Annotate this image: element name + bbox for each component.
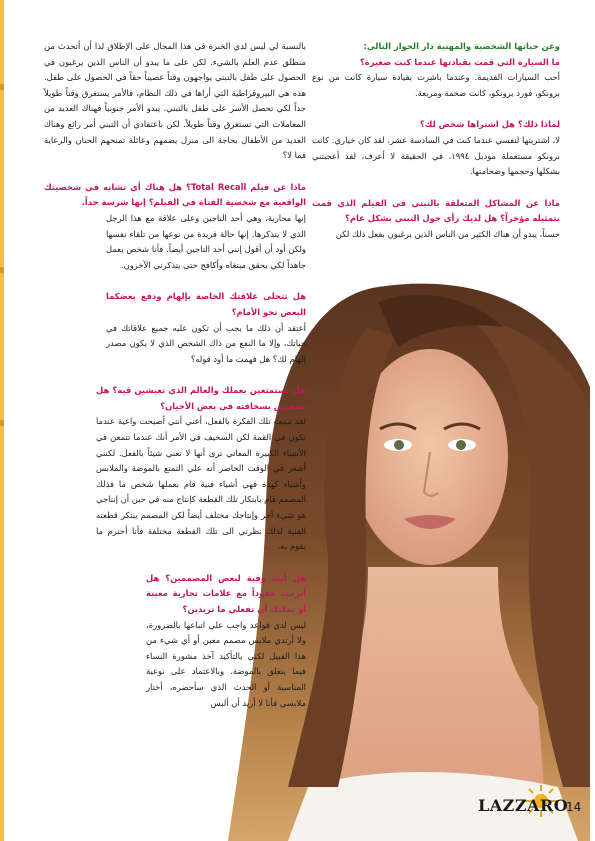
edge-decoration-mark [0, 420, 4, 426]
answer: لقد تبنيت تلك الفكرة بالفعل، أعني أنني أصبحت واعية عندما تكون في القمة لكن السخيف في الأمر أنك عندما تتمعن في الأشياء الكبيرة المعاني ترى أنها لا تعني شيئاً بالفعل. لكنني أشعر في الوقت الحاضر أنه علي التمتع بالموضة والملابس وأشياء كهذه فهي أشياء فنية قام بعملها شخص ما فذلك المصمم قام بابتكار تلك القطعة كإنتاج منه في حين أن إنتاجي هو شيء آخر وإنتاجك مختلف أيضاً لكن المصمم يبتكر قطعته الفنية لذلك نظرتي الى تلك القطعة مختلفة فأنا أحترم ما يقوم به. [96, 416, 306, 552]
brand-logo: LAZZARO [478, 796, 569, 815]
continued-answer: بالنسبة لي ليس لدي الخبرة في هذا المجال على الإطلاق لذا أن أتحدث من منطلق عدم العلم بالشيء. لكن على ما يبدو أن الناس الذين يرغبون في الحصول على طفل بالتبني يواجهون وقتاً عصيباً حقاً في الحصول على طفل. هذه هي البيروقراطية التي أراها في ذلك النظام، فالأمر يستغرق وقتاً طويلاً جداً لكي تحصل الأسر على طفل بالتبني. يبدو الأمر جنونياً فهناك العديد من المعاملات التي تستغرق وقتاً طويلاً. لكن باعتقادي أن التبني أمر رائع وهناك العديد من الأطفال بحاجة الى منزل يضمهم وعائلة تمنحهم الحنان والرعاية فما لا؟ [44, 41, 306, 161]
question: هل أنت وفية لبعض المصممين؟ هل أبرمت عقوداً مع علامات تجارية معينة أو يمكنك أن تفعلي ما تريدين؟ [146, 572, 306, 614]
question: ماذا عن فيلم Total Recall؟ هل هناك أي تشابه في شخصيتك الواقعية مع شخصية الفتاة في الفيلم؟ إنها شرسة جداً. [44, 181, 306, 208]
page-number: 14 [566, 800, 582, 814]
left-column [44, 39, 306, 727]
right-column [312, 39, 560, 259]
answer: أحب السيارات القديمة. وعندما باشرت بقيادة سيارة كانت من نوع برونكو، فورد برونكو، كانت ضخمة ومريعة. [312, 72, 560, 98]
question: ماذا عن المشاكل المتعلقة بالتبني في الفيلم الذي قمت بتمثيله مؤخراً؟ هل لديك رأي حول التبني بشكل عام؟ [312, 197, 560, 224]
edge-decoration-mark [0, 267, 4, 273]
edge-decoration-mark [0, 84, 4, 90]
question: هل تتجلى علاقتك الخاصة بإلهام ودفع بعضكما البعض نحو الأمام؟ [106, 291, 306, 317]
question: لماذا ذلك؟ هل اشتراها شخص لك؟ [419, 119, 560, 130]
answer: لا، اشتريتها لنفسي عندما كنت في السادسة عشر. لقد كان خياري. كانت برونكو مستعملة موديل ١٩٩٤. في الحقيقة لا أعرف، لقد أعجبتني بشكلها وحجمها وضخامتها. [312, 134, 560, 177]
answer: إنها محاربة، وهي أحد التاجين وعلى علاقة مع هذا الرجل الذي لا يتذكرها. إنها حالة فريدة من نوعها من تلقاء نفسها ولكن أود أن أقول إنني أحد التاجين أيضاً. فأنا شخص يعمل جاهداً لكي يحقق مبتغاه وأكافح حتى يتذكرني الآخرون. [106, 212, 306, 270]
question: هل تستمتعين بعملك والعالم الذي تعيشين فيه؟ هل تشعرين بسخافته في بعض الأحيان؟ [96, 385, 306, 411]
intro-line: وعن حياتها الشخصية والمهنية دار الحوار التالي: [363, 41, 560, 51]
answer: أعتقد أن ذلك ما يجب أن تكون عليه جميع علاقاتك في حياتك، وإلا ما النفع من ذاك الشخص الذي لا يكون مصدر إلهام لك؟ هل فهمت ما أود قوله؟ [106, 322, 306, 364]
question: ما السيارة التي قمت بقيادتها عندما كنت صغيرة؟ [359, 56, 560, 67]
answer: حسناً، يبدو أن هناك الكثير من الناس الذين يرغبون بفعل ذلك لكن [335, 228, 560, 239]
answer: ليس لدي قواعد واجب علي اتباعها بالضرورة، ولا أرتدي ملابس مصمم معين أو أي شيء من هذا القبيل لكني بالتأكيد آخذ مشورة النساء فيما يتعلق بالموضة. وبالاعتماد على نوعية المناسبة أو الحدث الذي سأحضره، أختار ملابسي فأنا لا أريد أن ألبس [146, 619, 306, 708]
